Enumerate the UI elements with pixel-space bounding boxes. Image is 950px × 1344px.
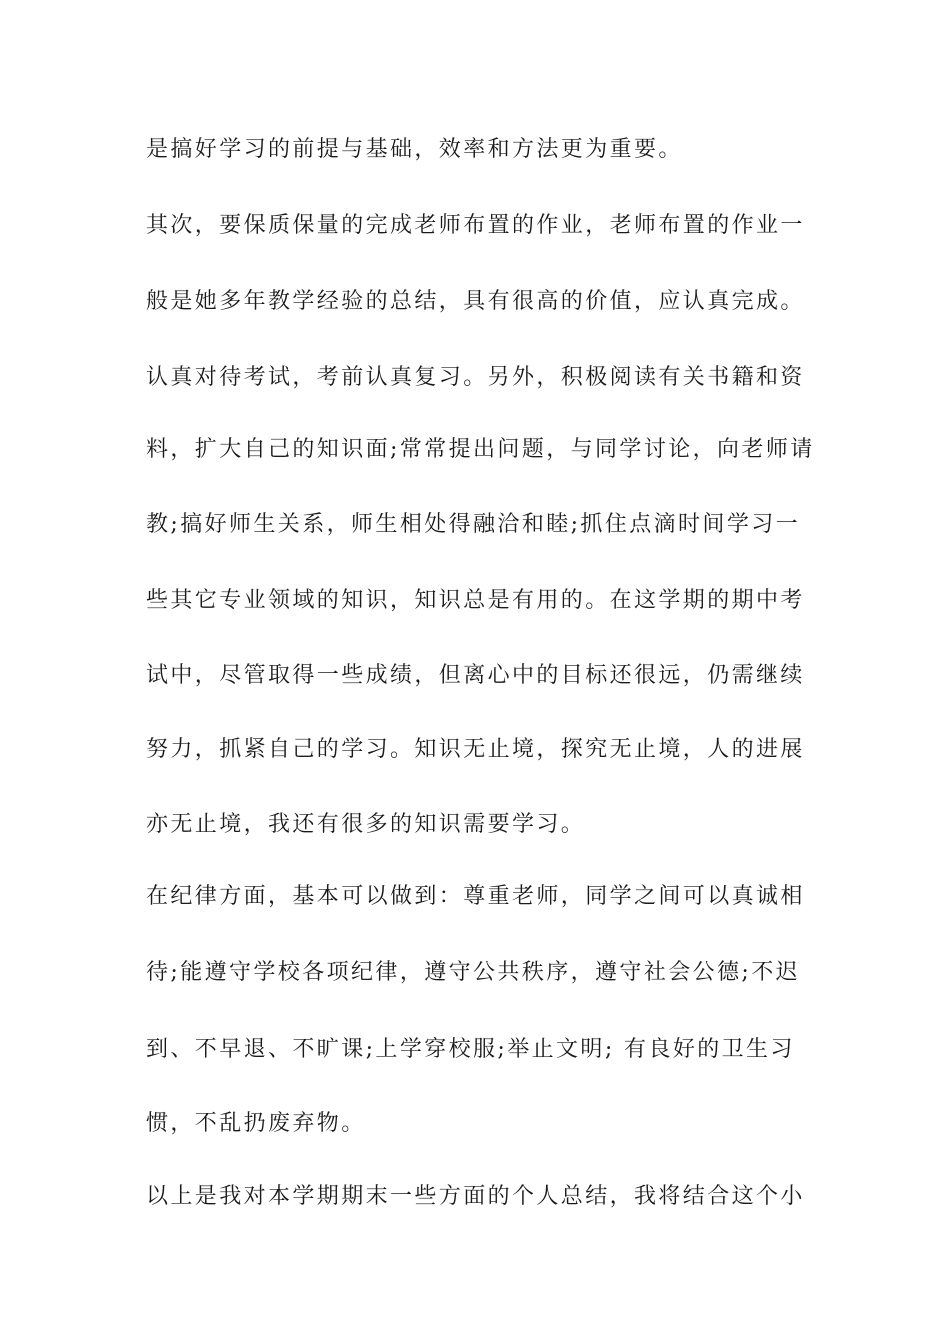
text-line: 般是她多年教学经验的总结，具有很高的价值，应认真完成。 — [146, 289, 805, 314]
text-line: 亦无止境，我还有很多的知识需要学习。 — [146, 812, 586, 837]
text-line: 努力，抓紧自己的学习。知识无止境，探究无止境，人的进展 — [146, 737, 805, 762]
text-line: 试中，尽管取得一些成绩，但离心中的目标还很远，仍需继续 — [146, 663, 805, 688]
text-line: 认真对待考试，考前认真复习。另外，积极阅读有关书籍和资 — [146, 365, 805, 390]
text-line: 料，扩大自己的知识面;常常提出问题，与同学讨论，向老师请 — [146, 437, 815, 462]
text-line: 教;搞好师生关系，师生相处得融洽和睦;抓住点滴时间学习一 — [146, 512, 801, 537]
text-line: 以上是我对本学期期末一些方面的个人总结，我将结合这个小 — [146, 1184, 805, 1209]
text-line: 些其它专业领域的知识，知识总是有用的。在这学期的期中考 — [146, 588, 805, 613]
text-line: 是搞好学习的前提与基础，效率和方法更为重要。 — [146, 137, 683, 162]
text-line: 到、不早退、不旷课;上学穿校服;举止文明; 有良好的卫生习 — [146, 1037, 795, 1062]
text-line: 在纪律方面，基本可以做到：尊重老师，同学之间可以真诚相 — [146, 884, 805, 909]
text-line: 惯，不乱扔废弃物。 — [146, 1111, 366, 1136]
text-line: 待;能遵守学校各项纪律，遵守公共秩序，遵守社会公德;不迟 — [146, 960, 801, 985]
text-line: 其次，要保质保量的完成老师布置的作业，老师布置的作业一 — [146, 213, 805, 238]
